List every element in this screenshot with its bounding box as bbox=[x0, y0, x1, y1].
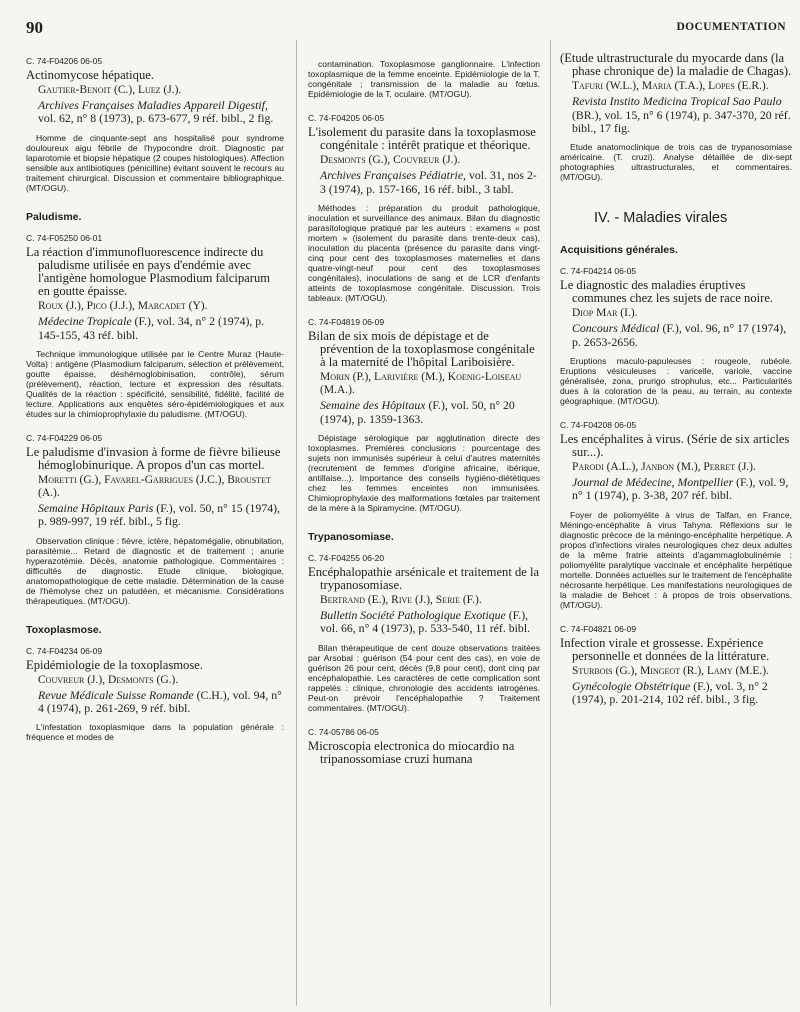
citation-details: (F.), vol. 66, n° 4 (1973), p. 533-540, 11 réf. bibl. bbox=[320, 608, 531, 636]
entry-abstract: Eruptions maculo-papuleuses : rougeole, rubéole. Eruptions vésiculeuses : varicelle, variole, vaccine généralisée, zona, prurigo strophulus, etc... Particularités dues à la coloration de la peau, au terrain, au contexte géographique. (MT/OGU). bbox=[560, 355, 792, 406]
entry-title: Encéphalopathie arsénicale et traitement de la trypanosomiase. bbox=[308, 564, 540, 593]
entry-authors: Bertrand (E.), Rive (J.), Serie (F.). bbox=[320, 594, 482, 607]
journal-name: Semaine des Hôpitaux bbox=[320, 398, 426, 413]
section-heading: Acquisitions générales. bbox=[560, 244, 678, 257]
entry-title: (Etude ultrastructurale du myocarde dans (la phase chronique de) la maladie de Chagas). bbox=[560, 51, 792, 79]
column-divider bbox=[296, 40, 297, 1006]
journal-name: Médecine Tropicale bbox=[38, 314, 132, 329]
entry-code: C. 74-F04214 06-05 bbox=[560, 266, 637, 277]
entry-abstract: Bilan thérapeutique de cent douze observations traitées par Arsobal : guérison (54 pour cent des cas), en voie de guérison 26 pour cent, décès (9,8 pour cent), dont cinq par encéphalopathie. Les caractères de cette complication sont rappelés : clinique, chronologie des accidents iatrogènes. Peut-on prévoir l'encéphalopathie ? Traitement commentaires. (MT/OGU). bbox=[308, 642, 540, 713]
citation-details: (F.), vol. 50, n° 20 (1974), p. 1359-1363. bbox=[320, 398, 515, 426]
column-divider bbox=[550, 40, 551, 1006]
entry-source bbox=[560, 95, 792, 135]
entry-abstract: Observation clinique : fièvre, ictère, hépatomégalie, obnubilation, parasitémie... Retard de diagnostic et de traitement ; anurie hyperazotémie. Décès, anatomie pathologique. Commentaires : difficultés de diagnostic. Etude clinique, biologique, anatomopathologique de cette maladie. Détermination de la cause de l'hémolyse chez un paludéen, et mécanisme. Considérations thérapeutiques. (MT/OGU). bbox=[26, 535, 284, 606]
entry-source bbox=[308, 169, 540, 195]
bibliographic-entry bbox=[308, 113, 540, 303]
journal-name: Revue Médicale Suisse Romande bbox=[38, 687, 194, 702]
entry-authors: Diop Mar (I.). bbox=[572, 307, 638, 320]
entry-title: L'isolement du parasite dans la toxoplasmose congénitale : intérêt pratique et théorique. bbox=[308, 125, 536, 153]
entry-code: C. 74-F04205 06-05 bbox=[308, 113, 385, 123]
citation-details: (F.), vol. 96, n° 17 (1974), p. 2653-2656. bbox=[572, 321, 787, 349]
entry-source bbox=[308, 609, 540, 635]
citation-details: vol. 31, nos 2-3 (1974), p. 157-166, 16 réf. bibl., 3 tabl. bbox=[320, 168, 537, 196]
entry-code: C. 74-F04229 06-05 bbox=[26, 432, 103, 443]
bibliographic-entry bbox=[26, 646, 284, 743]
bibliographic-entry bbox=[308, 59, 540, 99]
entry-authors: Couvreur (J.), Desmonts (G.). bbox=[38, 673, 179, 686]
bibliographic-entry bbox=[560, 420, 792, 610]
entry-code: C. 74-F04255 06-20 bbox=[308, 552, 385, 563]
entry-title: Bilan de six mois de dépistage et de prévention de la toxoplasmose congénitale à la maternité de l'hôpital Lariboisière. bbox=[308, 328, 535, 370]
entry-title: Les encéphalites à virus. (Série de six articles sur...). bbox=[560, 431, 790, 460]
bibliographic-entry bbox=[560, 52, 792, 182]
entry-code: C. 74-F04206 06-05 bbox=[26, 56, 103, 66]
entry-title: Infection virale et grossesse. Expérience personnelle et données de la littérature. bbox=[560, 635, 770, 663]
entry-code: C. 74-F04208 06-05 bbox=[560, 419, 637, 430]
entry-authors: Tafuri (W.L.), Maria (T.A.), Lopes (E.R.). bbox=[572, 80, 769, 93]
journal-name: Archives Françaises Pédiatrie, bbox=[320, 168, 467, 183]
citation-details: (F.), vol. 9, n° 1 (1974), p. 3-38, 207 réf. bibl. bbox=[572, 475, 789, 503]
bibliographic-entry bbox=[308, 727, 540, 766]
entry-abstract: L'infestation toxoplasmique dans la population générale : fréquence et modes de bbox=[26, 722, 284, 743]
bibliographic-entry bbox=[26, 233, 284, 419]
entry-source bbox=[560, 680, 792, 706]
entry-abstract: Etude anatomoclinique de trois cas de trypanosomiase américaine. (T. cruzi). Analyse détaillée de dix-sept photographies ultrastructurales, et commentaires. (MT/OGU). bbox=[560, 142, 792, 183]
entry-abstract: Méthodes : préparation du produit pathologique, inoculation et surveillance des animaux. Bilan du diagnostic parasitologique pratiqué par les auteurs : examens « post mortem » (isolement du parasite dans trente-deux cas), inoculation du placenta (présence du parasite dans vingt-cinq pour cent des toxoplasmoses maternelles et dans quatre-vingt-neuf pour cent des toxoplasmoses congénitales), inoculations de sang et de LCR d'enfants atteints de toxoplasmose congénitale. Discussion. Trois tableaux. (MT/OGU). bbox=[308, 202, 540, 303]
journal-name: Archives Françaises Maladies Appareil Digestif, bbox=[38, 98, 268, 113]
column-3 bbox=[560, 52, 792, 720]
entry-authors: Desmonts (G.), Couvreur (J.). bbox=[320, 154, 461, 167]
entry-code: C. 74-05786 06-05 bbox=[308, 726, 379, 737]
entry-abstract: contamination. Toxoplasmose ganglionnaire. L'infection toxoplasmique de la femme enceinte. Epidémiologie de la T. congénitale ; transmission de la maladie au fœtus. Epidémiologie de la T. oculaire. (MT/OGU). bbox=[308, 59, 540, 99]
entry-code: C. 74-F04234 06-09 bbox=[26, 645, 103, 656]
entry-source bbox=[26, 502, 284, 528]
entry-title: Le paludisme d'invasion à forme de fièvre bilieuse hémoglobinurique. A propos d'un cas mortel. bbox=[26, 444, 281, 473]
entry-source bbox=[26, 315, 284, 341]
entry-authors: Morin (P.), Larivière (M.), Koenig-Loiseau (M.A.). bbox=[320, 371, 522, 397]
entry-abstract: Homme de cinquante-sept ans hospitalisé pour syndrome douloureux aigu fébrile de l'hypocondre droit. Diagnostic par laparotomie et biopsie hépatique (2 coupes histologiques). Affection sensible aux antibiotiques (pénicilline) évitant souvent le recours au traitement chirurgical. Discussion et commentaire bibliographique. (MT/OGU). bbox=[26, 132, 284, 193]
entry-title: Microscopia electronica do miocardio na tripanossomiase cruzi humana bbox=[308, 738, 515, 766]
bibliographic-entry bbox=[26, 433, 284, 606]
entry-abstract: Dépistage sérologique par agglutination directe des toxoplasmes. Premières conclusions : pourcentage des sujets non immunisés supérieur à celui d'autres maternités (recrutement de femmes d'origine africaine, ibérique, antillaise...). Importance des conseils hygiéno-diététiques chez les femmes enceintes non immunisées. Chimioprophylaxie des malformations fœtales par traitement de la mère à la Spiramycine. (MT/OGU). bbox=[308, 432, 540, 513]
journal-name: Journal de Médecine, Montpellier bbox=[572, 475, 734, 490]
entry-code: C. 74-F04821 06-09 bbox=[560, 623, 637, 634]
page-number: 90 bbox=[26, 18, 43, 37]
entry-source bbox=[26, 689, 284, 715]
entry-source bbox=[560, 476, 792, 502]
bibliographic-entry bbox=[308, 553, 540, 713]
bibliographic-entry bbox=[308, 317, 540, 513]
chapter-heading: IV. - Maladies virales bbox=[594, 210, 728, 227]
section-heading: Toxoplasmose. bbox=[26, 623, 102, 636]
entry-source bbox=[308, 399, 540, 425]
entry-title: Le diagnostic des maladies éruptives communes chez les sujets de race noire. bbox=[560, 278, 774, 306]
column-2 bbox=[308, 52, 540, 780]
journal-name: Bulletin Société Pathologique Exotique bbox=[320, 608, 506, 623]
entry-authors: Gautier-Benoit (C.), Luez (J.). bbox=[38, 84, 182, 97]
journal-name: Revista Instito Medicina Tropical Sao Paulo bbox=[572, 94, 782, 109]
entry-title: Actinomycose hépatique. bbox=[26, 68, 154, 82]
entry-source bbox=[26, 99, 284, 125]
citation-details: (BR.), vol. 15, n° 6 (1974), p. 347-370, 20 réf. bibl., 17 fig. bbox=[572, 107, 791, 135]
citation-details: (F.), vol. 34, n° 2 (1974), p. 145-155, 43 réf. bibl. bbox=[38, 314, 265, 342]
entry-title: Epidémiologie de la toxoplasmose. bbox=[26, 657, 203, 672]
bibliographic-entry bbox=[560, 266, 792, 406]
entry-abstract: Technique immunologique utilisée par le Centre Muraz (Haute-Volta) : antigène (Plasmodium falciparum, sélection et prélèvement, goutte épaisse, déshémoglobinisation, contrôle), sérum (prélèvement), réaction, lecture et expression des résultats. Qualités de la réaction : spécificité, sensibilité, fidélité, facilité de lecture. Applications aux enquêtes séro-épidémiologiques et aux études sur la chimioprophylaxie du paludisme. (MT/OGU). bbox=[26, 348, 284, 419]
section-heading: Trypanosomiase. bbox=[308, 530, 394, 543]
journal-name: Semaine Hôpitaux Paris bbox=[38, 501, 154, 516]
citation-details: vol. 62, n° 8 (1973), p. 673-677, 9 réf. bibl., 2 fig. bbox=[38, 111, 274, 126]
page-header bbox=[26, 18, 786, 38]
running-head: DOCUMENTATION bbox=[676, 21, 786, 33]
entry-abstract: Foyer de poliomyélite à virus de Talfan, en France, Méningo-encéphalite à virus Tahyna. Réflexions sur le diagnostic précoce de la méningo-encéphalite herpétique. A propos d'infections virales neurologiques chez deux adultes de la même fratrie atteints d'agammaglobulinémie : poliomyélite paralytique vaccinale et encéphalite herpétique mortelle. Données actuelles sur le traitement de l'encéphalite nécrosante herpétique. Les manifestations neurologiques de la maladie de Behcet : à propos de trois observations. (MT/OGU). bbox=[560, 509, 792, 610]
entry-authors: Roux (J.), Pico (J.J.), Marcadet (Y). bbox=[38, 300, 208, 313]
entry-code: C. 74-F04819 06-09 bbox=[308, 316, 385, 327]
entry-code: C. 74-F05250 06-01 bbox=[26, 232, 103, 243]
entry-source bbox=[560, 322, 792, 348]
entry-title: La réaction d'immunofluorescence indirecte du paludisme utilisée en pays d'endémie avec l'antigène homologue Plasmodium falciparum en goutte épaisse. bbox=[26, 244, 271, 299]
journal-name: Concours Médical bbox=[572, 321, 660, 336]
entry-authors: Sturbois (G.), Mingeot (R.), Lamy (M.E.). bbox=[572, 665, 770, 678]
citation-details: (F.), vol. 50, n° 15 (1974), p. 989-997, 19 réf. bibl., 5 fig. bbox=[38, 501, 280, 529]
journal-name: Gynécologie Obstétrique bbox=[572, 679, 691, 694]
bibliographic-entry bbox=[560, 624, 792, 707]
entry-authors: Moretti (G.), Favarel-Garrigues (J.C.), Broustet (A.). bbox=[38, 474, 271, 500]
entry-authors: Parodi (A.L.), Janbon (M.), Perret (J.). bbox=[572, 461, 756, 474]
column-1 bbox=[26, 52, 284, 756]
citation-details: (C.H.), vol. 94, n° 4 (1974), p. 261-269, 9 réf. bibl. bbox=[38, 687, 282, 716]
section-heading: Paludisme. bbox=[26, 210, 82, 223]
citation-details: (F.), vol. 3, n° 2 (1974), p. 201-214, 102 réf. bibl., 3 fig. bbox=[572, 679, 768, 707]
bibliographic-entry bbox=[26, 56, 284, 193]
